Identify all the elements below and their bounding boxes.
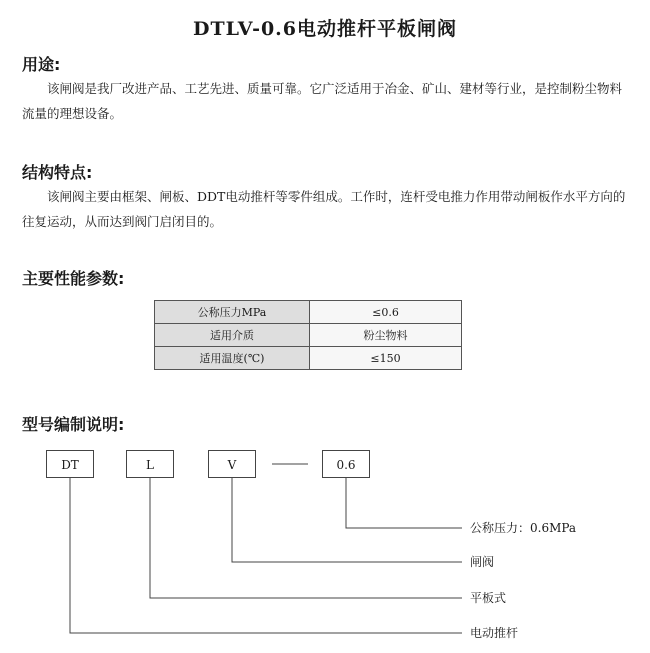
leader-line-flat <box>150 478 462 598</box>
model-box-l: L <box>126 450 174 478</box>
param-value: ≤0.6 <box>310 301 462 324</box>
leader-line-valve <box>232 478 462 562</box>
param-value: 粉尘物料 <box>310 324 462 347</box>
model-heading: 型号编制说明: <box>22 415 125 434</box>
param-label: 适用介质 <box>155 324 310 347</box>
structure-text: 该闸阀主要由框架、闸板、DDT电动推杆等零件组成。工作时，连杆受电推力作用带动闸板作水平方向的往复运动，从而达到阀门启闭目的。 <box>22 189 626 229</box>
page-title: DTLV-0.6电动推杆平板闸阀 <box>192 18 458 40</box>
model-desc-flat: 平板式 <box>470 591 507 605</box>
usage-text: 该闸阀是我厂改进产品、工艺先进、质量可靠。它广泛适用于冶金、矿山、建材等行业，是控制粉尘物料流量的理想设备。 <box>22 81 623 121</box>
params-heading: 主要性能参数: <box>22 269 125 288</box>
param-label: 公称压力MPa <box>155 301 310 324</box>
model-desc-actuator: 电动推杆 <box>470 626 519 640</box>
leader-line-pressure <box>346 478 462 528</box>
model-desc-valve: 闸阀 <box>470 555 495 569</box>
usage-heading: 用途: <box>22 55 61 74</box>
param-label: 适用温度(℃) <box>155 347 310 370</box>
leader-line-actuator <box>70 478 462 633</box>
model-box-dt: DT <box>46 450 94 478</box>
model-box-v: V <box>208 450 256 478</box>
param-value: ≤150 <box>310 347 462 370</box>
model-desc-pressure: 公称压力：0.6MPa <box>470 521 577 535</box>
model-box-pressure: 0.6 <box>322 450 370 478</box>
structure-heading: 结构特点: <box>22 163 93 182</box>
